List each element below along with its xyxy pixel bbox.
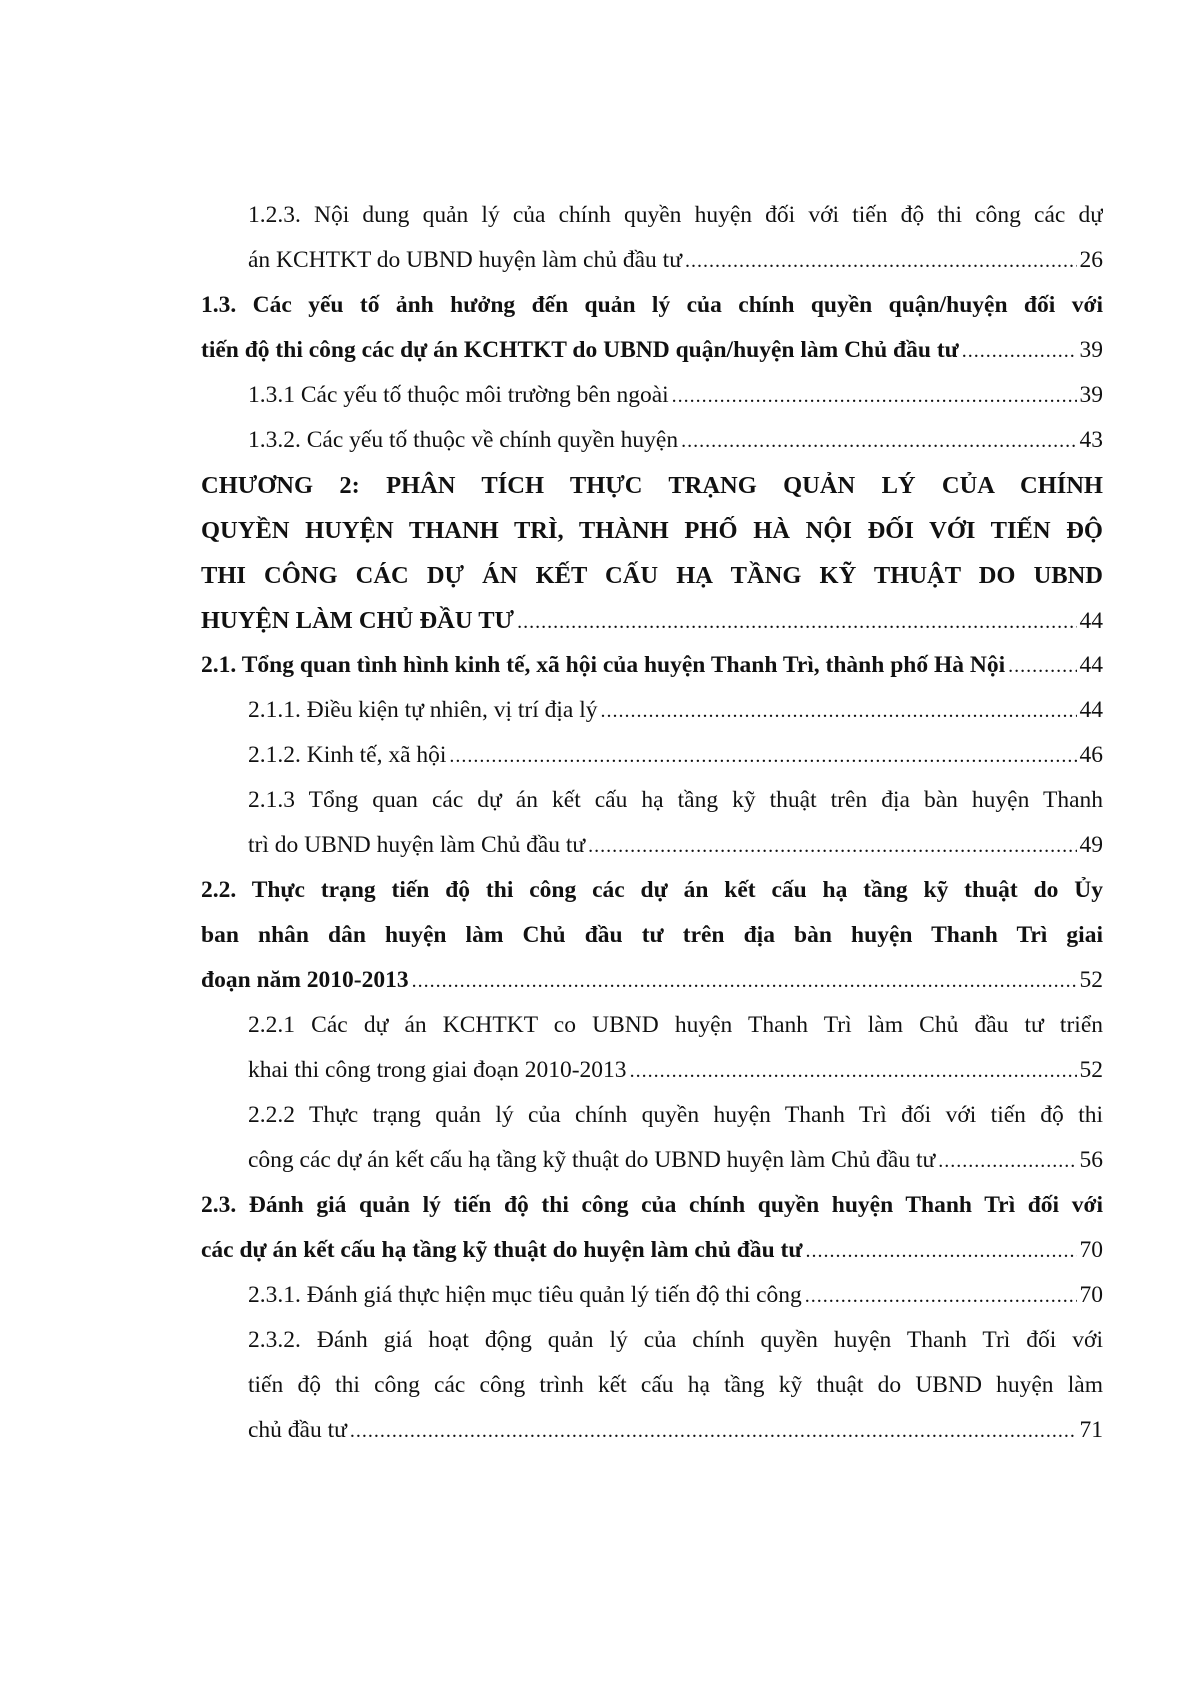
page-number: 70 [1079, 1237, 1103, 1263]
toc-line [201, 823, 1103, 868]
page-number: 44 [1079, 608, 1103, 634]
toc-line [201, 778, 1103, 823]
dot-leader [601, 689, 1077, 734]
page-number: 44 [1079, 697, 1103, 723]
dot-leader [1008, 644, 1076, 689]
toc-line [201, 463, 1103, 508]
dot-leader [681, 419, 1076, 464]
toc-line [201, 1363, 1103, 1408]
page-number: 26 [1079, 247, 1103, 273]
toc-line [201, 913, 1103, 958]
toc-entry-text: 1.3.1 Các yếu tố thuộc môi trường bên ngoài [248, 382, 669, 408]
dot-leader [672, 374, 1077, 419]
page-number: 39 [1079, 337, 1103, 363]
toc-line [201, 373, 1103, 418]
toc-entry-text: tiến độ thi công các dự án KCHTKT do UBND quận/huyện làm Chủ đầu tư [201, 337, 959, 363]
toc-entry-text: 2.1.3 Tổng quan các dự án kết cấu hạ tầng kỹ thuật trên địa bàn huyện Thanh [248, 787, 1103, 813]
toc-line [201, 1273, 1103, 1318]
toc-line [201, 1093, 1103, 1138]
toc-line [201, 553, 1103, 598]
toc-entry-text: QUYỀN HUYỆN THANH TRÌ, THÀNH PHỐ HÀ NỘI ĐỐI VỚI TIẾN ĐỘ [201, 517, 1103, 544]
toc-line [201, 1003, 1103, 1048]
page-number: 71 [1079, 1417, 1103, 1443]
toc-entry-text: CHƯƠNG 2: PHÂN TÍCH THỰC TRẠNG QUẢN LÝ CỦA CHÍNH [201, 472, 1103, 499]
toc-entry-text: 2.1.2. Kinh tế, xã hội [248, 742, 447, 768]
toc-entry-text: THI CÔNG CÁC DỰ ÁN KẾT CẤU HẠ TẦNG KỸ THUẬT DO UBND [201, 562, 1103, 589]
toc-entry-text: trì do UBND huyện làm Chủ đầu tư [248, 832, 586, 858]
toc-entry-text: 1.3. Các yếu tố ảnh hưởng đến quản lý của chính quyền quận/huyện đối với [201, 292, 1103, 318]
toc-line [201, 1048, 1103, 1093]
toc-entry-text: ban nhân dân huyện làm Chủ đầu tư trên địa bàn huyện Thanh Trì giai [201, 922, 1103, 948]
table-of-contents [201, 193, 1103, 1453]
toc-entry-text: các dự án kết cấu hạ tầng kỹ thuật do huyện làm chủ đầu tư [201, 1237, 803, 1263]
page-number: 44 [1079, 652, 1103, 678]
toc-line [201, 958, 1103, 1003]
toc-line [201, 1408, 1103, 1453]
toc-entry-text: công các dự án kết cấu hạ tầng kỹ thuật do UBND huyện làm Chủ đầu tư [248, 1147, 936, 1173]
toc-entry-text: 2.1.1. Điều kiện tự nhiên, vị trí địa lý [248, 697, 598, 723]
toc-entry-text: 1.2.3. Nội dung quản lý của chính quyền huyện đối với tiến độ thi công các dự [248, 202, 1103, 228]
page-number: 43 [1079, 427, 1103, 453]
toc-entry-text: án KCHTKT do UBND huyện làm chủ đầu tư [248, 247, 682, 273]
toc-line [201, 598, 1103, 643]
toc-line [201, 193, 1103, 238]
toc-entry-text: 2.2.2 Thực trạng quản lý của chính quyền huyện Thanh Trì đối với tiến độ thi [248, 1102, 1103, 1128]
dot-leader [517, 600, 1076, 645]
toc-line [201, 1138, 1103, 1183]
page-number: 46 [1079, 742, 1103, 768]
dot-leader [685, 239, 1077, 284]
dot-leader [962, 329, 1077, 374]
dot-leader [805, 1229, 1076, 1274]
toc-entry-text: HUYỆN LÀM CHỦ ĐẦU TƯ [201, 607, 515, 634]
dot-leader [588, 824, 1076, 869]
page-number: 49 [1079, 832, 1103, 858]
toc-entry-text: 2.2. Thực trạng tiến độ thi công các dự án kết cấu hạ tầng kỹ thuật do Ủy [201, 877, 1103, 903]
page-number: 56 [1079, 1147, 1103, 1173]
toc-entry-text: tiến độ thi công các công trình kết cấu hạ tầng kỹ thuật do UBND huyện làm [248, 1372, 1103, 1398]
page-number: 70 [1079, 1282, 1103, 1308]
toc-line [201, 328, 1103, 373]
toc-line [201, 1318, 1103, 1363]
toc-entry-text: 2.3.2. Đánh giá hoạt động quản lý của chính quyền huyện Thanh Trì đối với [248, 1327, 1103, 1353]
toc-entry-text: 2.3. Đánh giá quản lý tiến độ thi công của chính quyền huyện Thanh Trì đối với [201, 1192, 1103, 1218]
toc-line [201, 643, 1103, 688]
dot-leader [630, 1049, 1077, 1094]
page-number: 39 [1079, 382, 1103, 408]
dot-leader [938, 1139, 1076, 1184]
toc-line [201, 508, 1103, 553]
dot-leader [449, 734, 1076, 779]
dot-leader [805, 1274, 1077, 1319]
toc-line [201, 418, 1103, 463]
toc-line [201, 1228, 1103, 1273]
toc-line [201, 868, 1103, 913]
page-number: 52 [1079, 1057, 1103, 1083]
dot-leader [350, 1409, 1077, 1454]
dot-leader [412, 959, 1077, 1004]
toc-line [201, 283, 1103, 328]
toc-entry-text: 2.2.1 Các dự án KCHTKT co UBND huyện Thanh Trì làm Chủ đầu tư triển [248, 1012, 1103, 1038]
toc-entry-text: 1.3.2. Các yếu tố thuộc về chính quyền huyện [248, 427, 679, 453]
toc-entry-text: chủ đầu tư [248, 1417, 347, 1443]
toc-line [201, 688, 1103, 733]
toc-entry-text: khai thi công trong giai đoạn 2010-2013 [248, 1057, 627, 1083]
toc-line [201, 733, 1103, 778]
toc-entry-text: 2.1. Tổng quan tình hình kinh tế, xã hội của huyện Thanh Trì, thành phố Hà Nội [201, 652, 1006, 678]
toc-line [201, 238, 1103, 283]
toc-line [201, 1183, 1103, 1228]
toc-entry-text: 2.3.1. Đánh giá thực hiện mục tiêu quản lý tiến độ thi công [248, 1282, 802, 1308]
toc-entry-text: đoạn năm 2010-2013 [201, 967, 409, 993]
page-number: 52 [1079, 967, 1103, 993]
